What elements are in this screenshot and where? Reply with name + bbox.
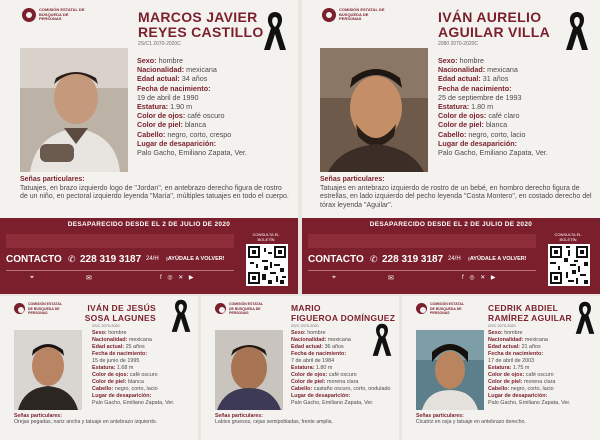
eye-color-value: café oscuro	[187, 111, 225, 121]
name-line-2: SOSA LAGUNES	[84, 312, 156, 323]
commission-logo	[14, 302, 66, 316]
person-details: Sexo: hombre Nacionalidad: mexicana Edad actual: 36 años Fecha de nacimiento: 7 de abril de 1984 Estatura: 1.80 m Color de ojos: café oscuro Color de piel: morena clara Cabello: castaño oscuro, corto, ondulado Lugar de desaparición: Palo Gacho, Emiliano Zapata, Ver.	[291, 330, 391, 406]
qr-code-icon[interactable]	[548, 244, 590, 286]
height-value: 1.90 m	[170, 102, 193, 112]
case-id: 2S/C 2070-2020	[291, 324, 319, 328]
help-slogan: ¡AYÚDALE A VOLVER!	[166, 256, 225, 262]
logo-text: COMISIÓN ESTATAL DE BÚSQUEDA DE PERSONAS	[430, 302, 464, 315]
person-photo	[320, 48, 428, 172]
phone-number[interactable]: 228 319 3187	[80, 254, 142, 265]
distinguishing-marks	[20, 176, 290, 202]
phone-number[interactable]: 228 319 3187	[382, 254, 444, 265]
missing-person-card-3	[0, 296, 198, 440]
phone-icon: ✆	[68, 254, 76, 264]
person-photo	[14, 330, 82, 410]
person-details: Sexo: hombre Nacionalidad: mexicana Edad actual: 31 años Fecha de nacimiento: 25 de septiembre de 1993 Estatura: 1.80 m Color de ojos: café claro Color de piel: blanca Cabello: negro, corto, lacio Lugar de desaparición: Palo Gacho, Emiliano Zapata, Ver.	[438, 56, 548, 158]
distinguishing-marks: Señas particulares: Cicatriz en ceja y tatuaje en antebrazo derecho.	[416, 413, 526, 426]
birthdate-value: 19 de abril de 1990	[137, 92, 199, 102]
commission-emblem-icon	[22, 8, 36, 22]
place-value: Palo Gacho, Emiliano Zapata, Ver.	[438, 148, 548, 158]
missing-person-card-1	[0, 0, 298, 294]
name-line-2: AGUILAR VILLA	[438, 24, 551, 40]
age-value: 34 años	[181, 74, 208, 84]
place-value: Palo Gacho, Emiliano Zapata, Ver.	[137, 148, 247, 158]
missing-since: DESAPARECIDO DESDE EL 2 DE JULIO DE 2020	[369, 221, 533, 228]
hours-label: 24/H	[146, 256, 159, 262]
contact-label: CONTACTO	[6, 254, 62, 265]
sex-value: hombre	[459, 56, 484, 65]
commission-logo	[215, 302, 267, 316]
marks-label: Señas particulares:	[20, 176, 85, 183]
contact-band	[302, 218, 600, 294]
social-icons: f ◎ ✕ ▶	[462, 275, 498, 281]
notice-strip	[6, 234, 234, 248]
mourning-ribbon-icon	[262, 8, 288, 52]
person-name	[488, 304, 572, 323]
name-line-2: FIGUEROA DOMÍNGUEZ	[291, 312, 396, 323]
person-photo	[416, 330, 484, 410]
qr-code-icon[interactable]	[246, 244, 288, 286]
name-line-1: IVÁN DE JESÚS	[87, 303, 156, 313]
location-icon: ⌖	[332, 274, 336, 281]
birthdate-value: 25 de septiembre de 1993	[438, 92, 522, 102]
mourning-ribbon-icon	[170, 296, 192, 334]
divider	[308, 270, 536, 271]
contact-label: CONTACTO	[308, 254, 364, 265]
case-id: 2S/C1 2070-2020C	[138, 41, 181, 47]
mail-icon: ✉	[86, 275, 92, 282]
person-photo	[20, 48, 128, 172]
skin-color-value: blanca	[485, 120, 508, 130]
commission-emblem-icon	[416, 303, 427, 314]
eye-color-value: café claro	[488, 111, 520, 121]
location-icon: ⌖	[30, 274, 34, 281]
mourning-ribbon-icon	[564, 8, 590, 52]
distinguishing-marks	[320, 176, 592, 210]
skin-color-value: blanca	[184, 120, 207, 130]
logo-text: COMISIÓN ESTATAL DE BÚSQUEDA DE PERSONAS	[339, 7, 385, 22]
height-value: 1.80 m	[471, 102, 494, 112]
person-details: Sexo: hombre Nacionalidad: mexicana Edad actual: 25 años Fecha de nacimiento: 15 de junio de 1995 Estatura: 1.68 m Color de ojos: café oscuro Color de piel: blanca Cabello: negro, corto, lacio Lugar de desaparición: Palo Gacho, Emiliano Zapata, Ver.	[92, 330, 175, 406]
person-name	[138, 10, 264, 40]
case-id: 2S/C 2070-2020	[488, 324, 516, 328]
social-icons: f ◎ ✕ ▶	[160, 275, 196, 281]
name-line-2: RAMÍREZ AGUILAR	[488, 312, 572, 323]
phone-icon: ✆	[370, 254, 378, 264]
missing-person-card-2	[302, 0, 600, 294]
marks-label: Señas particulares:	[320, 176, 385, 183]
qr-label: CONSULTA EL BOLETÍN	[554, 232, 582, 242]
case-id: 2S/C 2070-2020	[92, 324, 120, 328]
name-line-1: MARCOS JAVIER	[138, 9, 258, 25]
hair-value: negro, corto, lacio	[468, 129, 526, 139]
commission-emblem-icon	[215, 303, 226, 314]
logo-text: COMISIÓN ESTATAL DE BÚSQUEDA DE PERSONAS	[229, 302, 263, 315]
commission-emblem-icon	[322, 8, 336, 22]
commission-emblem-icon	[14, 303, 25, 314]
help-slogan: ¡AYÚDALE A VOLVER!	[468, 256, 527, 262]
logo-text: COMISIÓN ESTATAL DE BÚSQUEDA DE PERSONAS	[39, 7, 85, 22]
person-details: Sexo: hombre Nacionalidad: mexicana Edad actual: 21 años Fecha de nacimiento: 17 de abril de 2003 Estatura: 1.75 m Color de ojos: café oscuro Color de piel: morena clara Cabello: negro, corto, lacio Lugar de desaparición: Palo Gacho, Emiliano Zapata, Ver.	[488, 330, 571, 406]
name-line-2: REYES CASTILLO	[138, 24, 264, 40]
divider	[6, 270, 234, 271]
case-id: 2080 2070-2020C	[438, 41, 479, 47]
hours-label: 24/H	[448, 256, 461, 262]
name-line-1: CEDRIK ABDIEL	[488, 303, 559, 313]
notice-strip	[308, 234, 536, 248]
nationality-value: mexicana	[487, 65, 518, 75]
missing-person-card-5	[402, 296, 600, 440]
name-line-1: IVÁN AURELIO	[438, 9, 542, 25]
missing-person-card-4	[201, 296, 399, 440]
commission-logo	[22, 8, 87, 22]
name-line-1: MARIO	[291, 303, 321, 313]
distinguishing-marks: Señas particulares: Orejas pegadas, nariz ancha y tatuaje en antebrazo izquierdo.	[14, 413, 158, 426]
missing-since: DESAPARECIDO DESDE EL 2 DE JULIO DE 2020	[67, 221, 231, 228]
mourning-ribbon-icon	[574, 298, 596, 336]
marks-text: Tatuajes en antebrazo izquierdo de rostro de un bebé, en hombro derecho figura de estrellas, en lado izquierdo del pecho leyenda "Costa Montero", en costado derecho del tórax leyenda "Aguilar".	[320, 184, 592, 209]
person-details: Sexo: hombre Nacionalidad: mexicana Edad actual: 34 años Fecha de nacimiento: 19 de abril de 1990 Estatura: 1.90 m Color de ojos: café oscuro Color de piel: blanca Cabello: negro, corto, crespo Lugar de desaparición: Palo Gacho, Emiliano Zapata, Ver.	[137, 56, 247, 158]
mail-icon: ✉	[388, 275, 394, 282]
person-photo	[215, 330, 283, 410]
commission-logo	[322, 8, 387, 22]
qr-label: CONSULTA EL BOLETÍN	[252, 232, 280, 242]
logo-text: COMISIÓN ESTATAL DE BÚSQUEDA DE PERSONAS	[28, 302, 62, 315]
age-value: 31 años	[482, 74, 509, 84]
person-name	[85, 304, 156, 323]
sex-value: hombre	[158, 56, 183, 65]
marks-text: Tatuajes, en brazo izquierdo logo de "Jordan", en antebrazo derecho figura de rostro de un niño, en pectoral izquierdo leyenda "María", múltiples tatuajes en todo el cuerpo.	[20, 184, 289, 201]
hair-value: negro, corto, crespo	[167, 129, 232, 139]
nationality-value: mexicana	[186, 65, 217, 75]
distinguishing-marks: Señas particulares: Labios gruesos, cejas semipobladas, frente amplia.	[215, 413, 333, 426]
person-name	[438, 10, 550, 40]
commission-logo	[416, 302, 468, 316]
contact-band	[0, 218, 298, 294]
